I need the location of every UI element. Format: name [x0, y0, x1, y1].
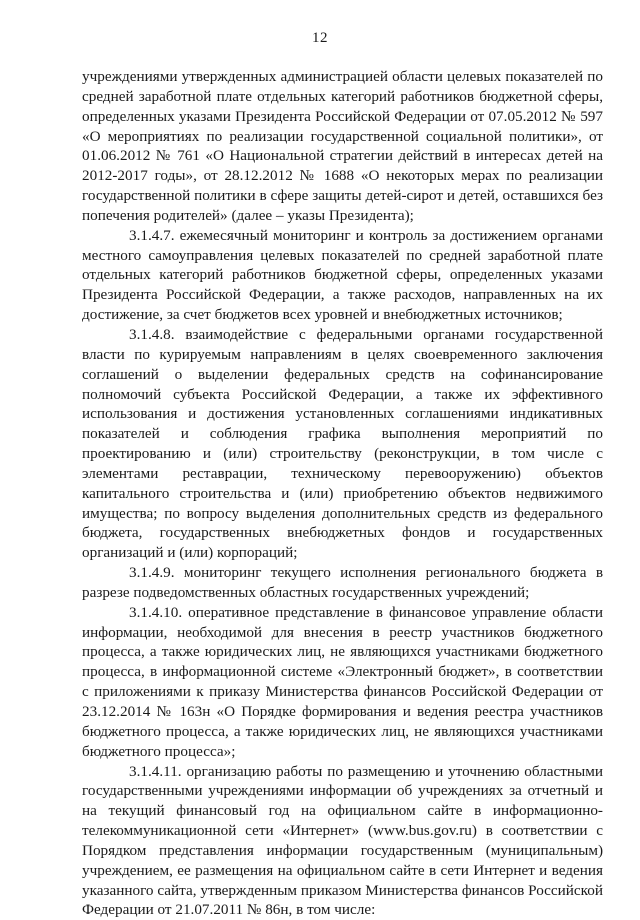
paragraph-continuation: учреждениями утвержденных администрацией области целевых показателей по средней заработной плате отдельных категорий работников бюджетной сферы, определенных указами Президента Российской Федерации от 07.05.2012 № 597 «О мероприятиях по реализации государственной социальной политики», от 01.06.2012 № 761 «О Национальной стратегии действий в интересах детей на 2012-2017 годы», от 28.12.2012 № 1688 «О некоторых мерах по реализации государственной политики в сфере защиты детей-сирот и детей, оставшихся без попечения родителей» (далее – указы Президента);: [82, 68, 603, 224]
paragraph-3-1-4-8: 3.1.4.8. взаимодействие с федеральными органами государственной власти по курируемым направлениям в целях своевременного заключения соглашений о выделении федеральных средств на софинансирование полномочий субъекта Российской Федерации, а также их эффективного использования и достижения установленных соглашениями индикативных показателей и соблюдения графика выполнения мероприятий по проектированию и (или) строительству (реконструкции, в том числе с элементами реставрации, техническому перевооружению) объектов капитального строительства и (или) приобретению объектов недвижимого имущества; по вопросу выделения дополнительных средств из федерального бюджета, государственных внебюджетных фондов и государственных организаций и (или) корпораций;: [82, 325, 603, 562]
page-number: 12: [312, 30, 328, 46]
paragraph-3-1-4-7: 3.1.4.7. ежемесячный мониторинг и контроль за достижением органами местного самоуправления целевых показателей по средней заработной плате отдельных категорий работников бюджетной сферы, определенных указами Президента Российской Федерации, а также расходов, направленных на их достижение, за счет бюджетов всех уровней и внебюджетных источников;: [82, 226, 603, 324]
paragraph-3-1-4-10: 3.1.4.10. оперативное представление в финансовое управление области информации, необходимой для внесения в реестр участников бюджетного процесса, а также юридических лиц, не являющихся участниками бюджетного процесса, в информационной системе «Электронный бюджет», в соответствии с приложениями к приказу Министерства финансов Российской Федерации от 23.12.2014 № 163н «О Порядке формирования и ведения реестра участников бюджетного процесса, а также юридических лиц, не являющихся участниками бюджетного процесса»;: [82, 603, 603, 760]
paragraph-3-1-4-11: 3.1.4.11. организацию работы по размещению и уточнению областными государственными учреждениями информации об учреждениях за отчетный и на текущий финансовый год на официальном сайте в информационно-телекоммуникационной сети «Интернет» (www.bus.gov.ru) в соответствии с Порядком представления информации государственным (муниципальным) учреждением, ее размещения на официальном сайте в сети Интернет и ведения указанного сайта, утвержденным приказом Министерства финансов Российской Федерации от 21.07.2011 № 86н, в том числе:: [82, 762, 603, 919]
document-body: [82, 67, 603, 920]
paragraph-3-1-4-9: 3.1.4.9. мониторинг текущего исполнения регионального бюджета в разрезе подведомственных областных государственных учреждений;: [82, 564, 603, 601]
